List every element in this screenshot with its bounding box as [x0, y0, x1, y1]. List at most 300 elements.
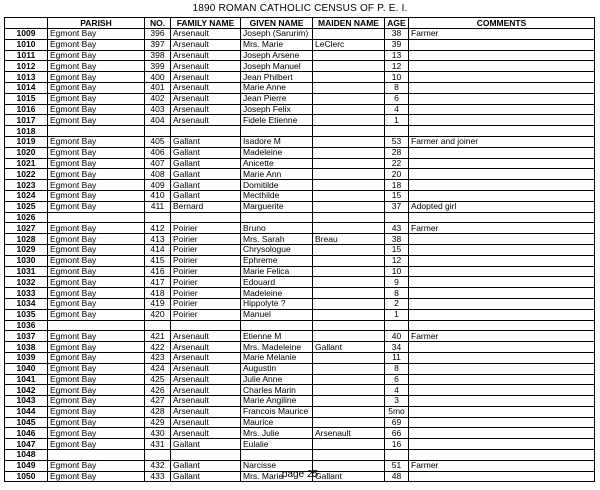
cell-record-number: 1011 [5, 50, 48, 61]
cell-family-name: Arsenault [171, 29, 241, 40]
cell-family-number: 431 [145, 439, 171, 450]
cell-record-number: 1044 [5, 406, 48, 417]
cell-age [385, 320, 409, 331]
cell-parish: Egmont Bay [48, 417, 145, 428]
cell-parish [48, 320, 145, 331]
cell-age: 48 [385, 471, 409, 482]
cell-maiden-name [313, 309, 385, 320]
cell-parish: Egmont Bay [48, 363, 145, 374]
cell-comments [409, 406, 595, 417]
cell-family-number: 404 [145, 115, 171, 126]
cell-family-name: Bernard [171, 201, 241, 212]
cell-age: 18 [385, 180, 409, 191]
cell-age: 34 [385, 342, 409, 353]
table-row [5, 244, 595, 255]
cell-comments: Farmer [409, 29, 595, 40]
cell-family-name: Arsenault [171, 374, 241, 385]
cell-comments [409, 190, 595, 201]
cell-maiden-name [313, 439, 385, 450]
cell-age: 66 [385, 428, 409, 439]
cell-family-name: Gallant [171, 471, 241, 482]
cell-given-name: Marie Angiline [241, 396, 313, 407]
cell-family-name: Gallant [171, 147, 241, 158]
cell-record-number: 1025 [5, 201, 48, 212]
cell-maiden-name: Gallant [313, 342, 385, 353]
header-row [5, 18, 595, 29]
cell-record-number: 1045 [5, 417, 48, 428]
table-row [5, 450, 595, 461]
cell-family-name: Poirier [171, 255, 241, 266]
cell-maiden-name [313, 331, 385, 342]
cell-family-name: Arsenault [171, 39, 241, 50]
cell-comments [409, 374, 595, 385]
cell-record-number: 1012 [5, 61, 48, 72]
cell-family-number: 421 [145, 331, 171, 342]
cell-parish: Egmont Bay [48, 169, 145, 180]
cell-age: 13 [385, 50, 409, 61]
cell-age: 3 [385, 396, 409, 407]
cell-record-number: 1026 [5, 212, 48, 223]
table-row [5, 158, 595, 169]
cell-comments [409, 385, 595, 396]
cell-given-name: Madeleine [241, 147, 313, 158]
cell-record-number: 1031 [5, 266, 48, 277]
cell-family-number [145, 126, 171, 137]
cell-given-name: Mrs. Marie [241, 471, 313, 482]
cell-given-name: Francois Maurice [241, 406, 313, 417]
table-row [5, 288, 595, 299]
header-given-name: GIVEN NAME [241, 18, 313, 29]
cell-maiden-name [313, 255, 385, 266]
cell-comments [409, 72, 595, 83]
cell-given-name: Marie Anne [241, 82, 313, 93]
cell-given-name: Mrs. Madeleine [241, 342, 313, 353]
table-row [5, 104, 595, 115]
table-row [5, 180, 595, 191]
cell-parish: Egmont Bay [48, 460, 145, 471]
table-row [5, 320, 595, 331]
cell-family-number: 405 [145, 136, 171, 147]
cell-maiden-name [313, 190, 385, 201]
cell-family-name: Arsenault [171, 72, 241, 83]
cell-maiden-name: Gallant [313, 471, 385, 482]
cell-age: 2 [385, 298, 409, 309]
cell-maiden-name [313, 147, 385, 158]
cell-family-number [145, 450, 171, 461]
cell-family-number: 420 [145, 309, 171, 320]
table-row [5, 223, 595, 234]
cell-age: 5mo [385, 406, 409, 417]
table-row [5, 417, 595, 428]
cell-comments [409, 277, 595, 288]
table-row [5, 277, 595, 288]
cell-record-number: 1030 [5, 255, 48, 266]
cell-maiden-name: Breau [313, 234, 385, 245]
cell-parish: Egmont Bay [48, 201, 145, 212]
census-body [5, 29, 595, 482]
cell-comments: Farmer [409, 223, 595, 234]
table-row [5, 396, 595, 407]
cell-family-name: Arsenault [171, 115, 241, 126]
cell-parish: Egmont Bay [48, 266, 145, 277]
cell-maiden-name [313, 288, 385, 299]
cell-parish: Egmont Bay [48, 244, 145, 255]
cell-comments [409, 244, 595, 255]
cell-comments [409, 39, 595, 50]
cell-family-number: 401 [145, 82, 171, 93]
header-age: AGE [385, 18, 409, 29]
cell-maiden-name: Arsenault [313, 428, 385, 439]
table-row [5, 201, 595, 212]
cell-family-name: Arsenault [171, 50, 241, 61]
cell-parish [48, 126, 145, 137]
cell-maiden-name [313, 158, 385, 169]
cell-family-number: 428 [145, 406, 171, 417]
cell-comments [409, 298, 595, 309]
cell-age: 16 [385, 439, 409, 450]
cell-comments [409, 309, 595, 320]
cell-parish: Egmont Bay [48, 406, 145, 417]
cell-maiden-name [313, 169, 385, 180]
cell-comments [409, 428, 595, 439]
cell-family-name: Arsenault [171, 396, 241, 407]
cell-family-name: Arsenault [171, 385, 241, 396]
cell-comments [409, 255, 595, 266]
cell-age: 4 [385, 385, 409, 396]
cell-family-number: 396 [145, 29, 171, 40]
cell-age: 53 [385, 136, 409, 147]
cell-maiden-name [313, 277, 385, 288]
cell-record-number: 1032 [5, 277, 48, 288]
cell-maiden-name [313, 320, 385, 331]
cell-age: 51 [385, 460, 409, 471]
cell-parish: Egmont Bay [48, 234, 145, 245]
cell-age: 6 [385, 374, 409, 385]
header-family-name: FAMILY NAME [171, 18, 241, 29]
cell-record-number: 1018 [5, 126, 48, 137]
cell-family-number: 403 [145, 104, 171, 115]
cell-given-name: Mrs. Sarah [241, 234, 313, 245]
cell-record-number: 1028 [5, 234, 48, 245]
cell-family-name: Gallant [171, 439, 241, 450]
cell-family-number [145, 320, 171, 331]
cell-record-number: 1017 [5, 115, 48, 126]
table-row [5, 352, 595, 363]
cell-family-name: Arsenault [171, 331, 241, 342]
cell-family-number: 422 [145, 342, 171, 353]
cell-family-number: 406 [145, 147, 171, 158]
cell-age: 20 [385, 169, 409, 180]
cell-family-name: Gallant [171, 136, 241, 147]
cell-maiden-name [313, 385, 385, 396]
cell-parish: Egmont Bay [48, 61, 145, 72]
cell-record-number: 1020 [5, 147, 48, 158]
cell-age: 12 [385, 61, 409, 72]
cell-comments: Farmer and joiner [409, 136, 595, 147]
cell-given-name: Marie Felica [241, 266, 313, 277]
table-row [5, 72, 595, 83]
cell-given-name: Domitilde [241, 180, 313, 191]
cell-given-name: Mecthilde [241, 190, 313, 201]
cell-maiden-name [313, 298, 385, 309]
cell-age: 10 [385, 72, 409, 83]
cell-maiden-name [313, 266, 385, 277]
page-title: 1890 ROMAN CATHOLIC CENSUS OF P. E. I. [192, 3, 408, 14]
cell-record-number: 1009 [5, 29, 48, 40]
cell-family-number: 399 [145, 61, 171, 72]
cell-maiden-name [313, 180, 385, 191]
cell-maiden-name [313, 201, 385, 212]
cell-family-name: Gallant [171, 460, 241, 471]
header-maiden-name: MAIDEN NAME [313, 18, 385, 29]
cell-family-name [171, 320, 241, 331]
table-row [5, 190, 595, 201]
cell-given-name: Marie Melanie [241, 352, 313, 363]
cell-family-number: 416 [145, 266, 171, 277]
cell-comments [409, 417, 595, 428]
table-row [5, 309, 595, 320]
cell-family-number: 413 [145, 234, 171, 245]
cell-family-name: Poirier [171, 288, 241, 299]
cell-family-number: 430 [145, 428, 171, 439]
cell-family-number: 424 [145, 363, 171, 374]
cell-parish: Egmont Bay [48, 439, 145, 450]
cell-comments [409, 288, 595, 299]
cell-parish: Egmont Bay [48, 277, 145, 288]
cell-family-number: 425 [145, 374, 171, 385]
cell-comments [409, 147, 595, 158]
cell-family-name: Poirier [171, 223, 241, 234]
cell-family-name: Poirier [171, 309, 241, 320]
cell-family-number: 432 [145, 460, 171, 471]
table-row [5, 136, 595, 147]
cell-record-number: 1034 [5, 298, 48, 309]
cell-age: 28 [385, 147, 409, 158]
cell-comments [409, 61, 595, 72]
cell-comments: Farmer [409, 331, 595, 342]
cell-parish: Egmont Bay [48, 29, 145, 40]
cell-comments [409, 234, 595, 245]
cell-comments [409, 320, 595, 331]
cell-record-number: 1021 [5, 158, 48, 169]
cell-given-name: Narcisse [241, 460, 313, 471]
cell-parish: Egmont Bay [48, 93, 145, 104]
cell-record-number: 1010 [5, 39, 48, 50]
cell-family-name: Arsenault [171, 93, 241, 104]
cell-parish: Egmont Bay [48, 288, 145, 299]
cell-parish: Egmont Bay [48, 104, 145, 115]
cell-family-number: 407 [145, 158, 171, 169]
cell-family-name: Arsenault [171, 428, 241, 439]
cell-age: 8 [385, 363, 409, 374]
cell-family-number: 419 [145, 298, 171, 309]
cell-family-name: Gallant [171, 190, 241, 201]
cell-age: 1 [385, 115, 409, 126]
cell-family-name: Arsenault [171, 363, 241, 374]
page-number: page 25 [281, 469, 319, 480]
cell-given-name: Joseph (Sarurim) [241, 29, 313, 40]
cell-family-number: 402 [145, 93, 171, 104]
cell-comments [409, 212, 595, 223]
cell-comments [409, 115, 595, 126]
cell-record-number: 1033 [5, 288, 48, 299]
cell-maiden-name [313, 93, 385, 104]
census-table [4, 17, 595, 482]
cell-record-number: 1024 [5, 190, 48, 201]
cell-given-name: Etienne M [241, 331, 313, 342]
cell-age: 43 [385, 223, 409, 234]
cell-age: 10 [385, 266, 409, 277]
cell-family-name: Gallant [171, 169, 241, 180]
cell-parish: Egmont Bay [48, 147, 145, 158]
cell-maiden-name [313, 363, 385, 374]
cell-given-name: Mrs. Julie [241, 428, 313, 439]
cell-comments [409, 158, 595, 169]
cell-parish: Egmont Bay [48, 331, 145, 342]
cell-age: 40 [385, 331, 409, 342]
cell-age: 8 [385, 82, 409, 93]
cell-family-number: 397 [145, 39, 171, 50]
cell-comments [409, 82, 595, 93]
cell-family-number: 417 [145, 277, 171, 288]
cell-record-number: 1048 [5, 450, 48, 461]
cell-record-number: 1014 [5, 82, 48, 93]
cell-age [385, 126, 409, 137]
cell-maiden-name [313, 72, 385, 83]
cell-comments [409, 352, 595, 363]
table-row [5, 428, 595, 439]
cell-parish [48, 212, 145, 223]
cell-family-number: 414 [145, 244, 171, 255]
cell-record-number: 1038 [5, 342, 48, 353]
cell-comments: Adopted girl [409, 201, 595, 212]
table-row [5, 342, 595, 353]
table-row [5, 115, 595, 126]
cell-maiden-name: LeClerc [313, 39, 385, 50]
cell-age: 39 [385, 39, 409, 50]
cell-parish: Egmont Bay [48, 50, 145, 61]
cell-maiden-name [313, 396, 385, 407]
cell-given-name: Isadore M [241, 136, 313, 147]
cell-parish: Egmont Bay [48, 298, 145, 309]
table-row [5, 126, 595, 137]
cell-age: 22 [385, 158, 409, 169]
cell-comments [409, 266, 595, 277]
table-row [5, 61, 595, 72]
cell-family-number: 426 [145, 385, 171, 396]
cell-family-name: Poirier [171, 266, 241, 277]
cell-given-name: Mrs. Marie [241, 39, 313, 50]
table-row [5, 39, 595, 50]
cell-age: 37 [385, 201, 409, 212]
cell-maiden-name [313, 406, 385, 417]
cell-given-name: Manuel [241, 309, 313, 320]
cell-family-number: 433 [145, 471, 171, 482]
cell-maiden-name [313, 115, 385, 126]
cell-family-number: 398 [145, 50, 171, 61]
cell-age: 1 [385, 309, 409, 320]
cell-comments: Farmer [409, 460, 595, 471]
cell-record-number: 1043 [5, 396, 48, 407]
cell-family-name: Arsenault [171, 342, 241, 353]
cell-comments [409, 439, 595, 450]
cell-given-name: Marguerite [241, 201, 313, 212]
cell-record-number: 1036 [5, 320, 48, 331]
cell-age: 4 [385, 104, 409, 115]
cell-age: 69 [385, 417, 409, 428]
cell-given-name [241, 450, 313, 461]
cell-record-number: 1039 [5, 352, 48, 363]
cell-parish: Egmont Bay [48, 136, 145, 147]
cell-record-number: 1042 [5, 385, 48, 396]
cell-family-name: Arsenault [171, 104, 241, 115]
cell-family-number: 400 [145, 72, 171, 83]
cell-given-name: Joseph Arsene [241, 50, 313, 61]
cell-parish: Egmont Bay [48, 39, 145, 50]
cell-record-number: 1029 [5, 244, 48, 255]
cell-record-number: 1047 [5, 439, 48, 450]
cell-given-name: Joseph Felix [241, 104, 313, 115]
cell-given-name: Edouard [241, 277, 313, 288]
cell-family-name: Arsenault [171, 352, 241, 363]
cell-parish: Egmont Bay [48, 190, 145, 201]
cell-record-number: 1019 [5, 136, 48, 147]
cell-given-name [241, 126, 313, 137]
cell-age: 8 [385, 288, 409, 299]
cell-maiden-name [313, 104, 385, 115]
cell-comments [409, 104, 595, 115]
header-parish: PARISH [48, 18, 145, 29]
cell-record-number: 1015 [5, 93, 48, 104]
cell-family-number: 408 [145, 169, 171, 180]
table-row [5, 363, 595, 374]
cell-age: 15 [385, 244, 409, 255]
cell-parish: Egmont Bay [48, 223, 145, 234]
cell-given-name: Bruno [241, 223, 313, 234]
table-row [5, 29, 595, 40]
cell-comments [409, 93, 595, 104]
cell-family-name [171, 450, 241, 461]
table-row [5, 93, 595, 104]
cell-given-name: Anicette [241, 158, 313, 169]
cell-maiden-name [313, 126, 385, 137]
cell-record-number: 1013 [5, 72, 48, 83]
cell-age: 15 [385, 190, 409, 201]
cell-parish: Egmont Bay [48, 82, 145, 93]
cell-age [385, 212, 409, 223]
cell-maiden-name [313, 29, 385, 40]
table-row [5, 439, 595, 450]
cell-record-number: 1049 [5, 460, 48, 471]
cell-given-name: Ephreme [241, 255, 313, 266]
cell-family-number: 411 [145, 201, 171, 212]
cell-family-name [171, 126, 241, 137]
cell-parish [48, 450, 145, 461]
cell-maiden-name [313, 352, 385, 363]
cell-given-name: Joseph Manuel [241, 61, 313, 72]
table-row [5, 331, 595, 342]
cell-family-number: 423 [145, 352, 171, 363]
cell-maiden-name [313, 450, 385, 461]
cell-parish: Egmont Bay [48, 255, 145, 266]
cell-comments [409, 169, 595, 180]
cell-maiden-name [313, 82, 385, 93]
cell-family-name: Arsenault [171, 82, 241, 93]
table-row [5, 266, 595, 277]
header-no: NO. [145, 18, 171, 29]
cell-comments [409, 342, 595, 353]
cell-parish: Egmont Bay [48, 342, 145, 353]
